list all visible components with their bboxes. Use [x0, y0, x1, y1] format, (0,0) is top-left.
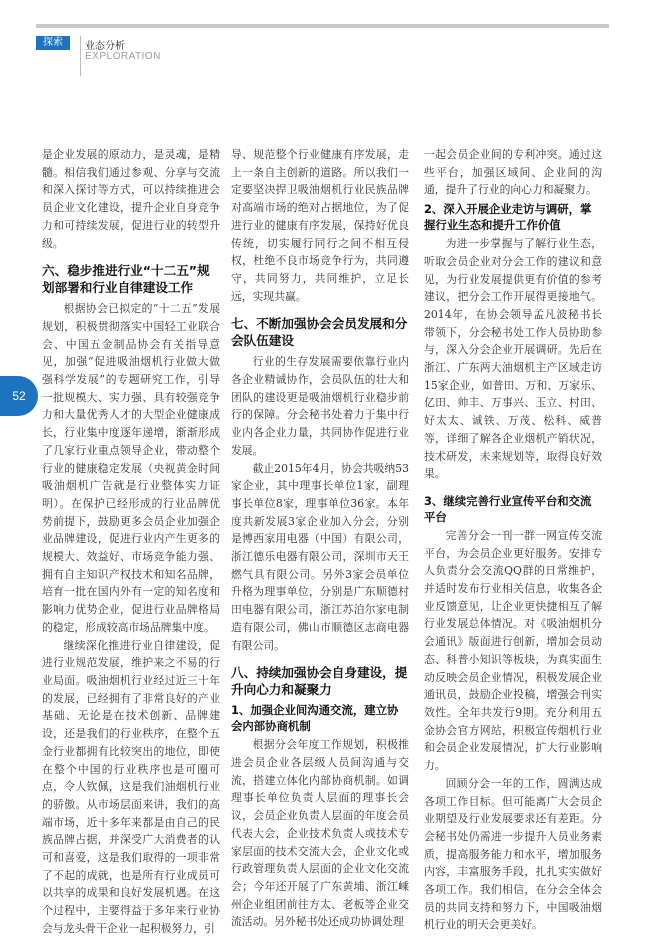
- paragraph: 行业的生存发展需要依靠行业内各企业精诚协作，会员队伍的壮大和团队的建设更是吸油烟机行业稳步前行的保障。分会秘书处着力于集中行业内各企业力量，共同协作促进行业发展。: [231, 355, 409, 457]
- section-title-cn: 业态分析: [85, 41, 125, 52]
- paragraph: 完善分会一刊一群一网宣传交流平台，为会员企业更好服务。安排专人负责分会交流QQ群的日常维护，并适时发布行业相关信息，收集各企业反馈意见，让企业更快捷相互了解行业发展总体情况。对《吸油烟机分会通讯》版面进行创新，增加会员动态、科普小知识等板块，为真实面生动反映会员企业情况，积极发展企业通讯员，鼓励企业投稿，增强会刊实效性。全年共发行9期。充分利用五金协会官方网站，积极宣传烟机行业和会员企业发展情况，扩大行业影响力。: [424, 528, 602, 773]
- paragraph: 继续深化推进行业自律建设，促进行业规范发展，维护来之不易的行业局面。吸油烟机行业经过近三十年的发展，已经拥有了非常良好的产业基础、无论是在技术创新、品牌建设，还是我们的行业秩序，在整个五金行业都拥有比较突出的地位，即使在整个中国的行业秩序也是可圈可点，令人钦佩，这是我们油烟机行业的骄傲。从市场层面来讲，我们的高端市场，近十多年来都是由自己的民族品牌占据，并深受广大消费者的认可和喜爱，这是我们取得的一项非常了不起的成就，也是所有行业成员可以共享的成果和良好发展机遇。在这个过程中，主要得益于多年来行业协会与龙头骨干企业一起积极努力，引: [42, 638, 220, 935]
- section-tag: 探索: [36, 36, 70, 50]
- paragraph: 根据协会已拟定的“十二五”发展规划，积极贯彻落实中国轻工业联合会、中国五金制品协会有关指导意见，加强“促进吸油烟机行业做大做强科学发展”的专题研究工作，引导一批规模大、实力强、具有较强竞争力和大量优秀人才的大型企业健康成长，行业集中度逐年递增，渐渐形成了几家行业重点领导企业，带动整个行业的健康稳定发展（央视黄金时间吸油烟机广告就是行业整体实力证明）。在保护已经形成的行业品牌优势前提下，鼓励更多会员企业加强企业品牌建设，促进行业内产生更多的规模大、效益好、市场竞争能力强、拥有自主知识产权技术和知名品牌，培育一批在国内外有一定的知名度和影响力优势企业，促进行业品牌格局的稳定，形成较高市场品牌集中度。: [42, 302, 220, 634]
- article-column-1: [42, 146, 220, 938]
- paragraph: 根据分会年度工作规划，积极推进会员企业各层级人员间沟通与交流，搭建立体化内部协商机制。如调理事长单位负责人层面的理事长会议，会员企业负责人层面的年度会员代表大会，企业技术负责人或技术专家层面的技术交流大会，企业文化或行政管理负责人层面的企业文化交流会；今年还开展了广东黄埔、浙江嵊州企业组团前往方太、老板等企业交流活动。另外秘书处还成功协调处理: [231, 738, 409, 929]
- paragraph: 回顾分会一年的工作，圆满达成各项工作目标。但可能离广大会员企业期望及行业发展要求还有差距。分会秘书处仍需进一步提升人员业务素质，提高服务能力和水平，增加服务内容，丰富服务手段，扎扎实实做好各项工作。我们相信，在分会全体会员的共同支持和努力下，中国吸油烟机行业的明天会更美好。: [424, 776, 602, 932]
- paragraph: 一起会员企业间的专利冲突。通过这些平台，加强区域间、企业间的沟通，提升了行业的向心力和凝聚力。: [424, 148, 602, 197]
- paragraph: 截止2015年4月，协会共吸纳53家企业，其中理事长单位1家，副理事长单位8家，理事单位36家。本年度共新发展3家企业加入分会，分别是博西家用电器（中国）有限公司，浙江德乐电器有限公司，深圳市天王燃气具有限公司。另外3家会员单位升格为理事单位，分别是广东顺德村田电器有限公司，浙江苏泊尔家电制造有限公司，佛山市顺德区志商电器有限公司。: [231, 461, 409, 652]
- paragraph: 是企业发展的原动力，是灵魂，是精髓。相信我们通过参观、分享与交流和深入探讨等方式，可以持续推进会员企业文化建设，提升企业自身竞争力和可持续发展，促进行业的转型升级。: [42, 148, 220, 250]
- heading-section-7: 七、不断加强协会会员发展和分会队伍建设: [231, 316, 408, 349]
- page-number: 52: [0, 376, 38, 416]
- section-title-en: EXPLORATION: [85, 51, 161, 62]
- paragraph: 导、规范整个行业健康有序发展，走上一条自主创新的道路。所以我们一定要坚决捍卫吸油烟机行业民族品牌对高端市场的绝对占据地位，为了促进行业的健康有序发展，保持好优良传统，切实履行同行之间不相互侵权，杜绝不良市场竞争行为，共同遵守，共同努力，共同维护，立足长远，实现共赢。: [231, 148, 409, 303]
- paragraph: 为进一步掌握与了解行业生态，听取会员企业对分会工作的建议和意见，为行业发展提供更有价值的参考建议，把分会工作开展得更接地气。2014年，在协会领导孟凡波秘书长带领下，分会秘书处工作人员协助参与，深入分会企业开展调研。先后在浙江、广东两大油烟机主产区域走访15家企业，如普田、万和、万家乐、亿田、帅丰、万事兴、玉立、村田、好太太、诚铁、万茂、松科、威普等，详细了解各企业烟机产销状况，技术研发，未来规划等，取得良好效果。: [424, 237, 602, 481]
- subheading-8-1: 1、加强企业间沟通交流，建立协会内部协商机制: [231, 703, 399, 734]
- header-divider: [80, 36, 81, 76]
- subheading-8-3: 3、继续完善行业宣传平台和交流平台: [424, 493, 592, 524]
- heading-section-8: 八、持续加强协会自身建设，提升向心力和凝聚力: [231, 665, 408, 698]
- article-column-2: [231, 146, 409, 931]
- subheading-8-2: 2、深入开展企业走访与调研，掌握行业生态和提升工作价值: [424, 202, 592, 233]
- heading-section-6: 六、稳步推进行业“十二五”规划部署和行业自律建设工作: [42, 263, 210, 296]
- header-rule: [36, 24, 609, 28]
- article-column-3: [424, 146, 602, 934]
